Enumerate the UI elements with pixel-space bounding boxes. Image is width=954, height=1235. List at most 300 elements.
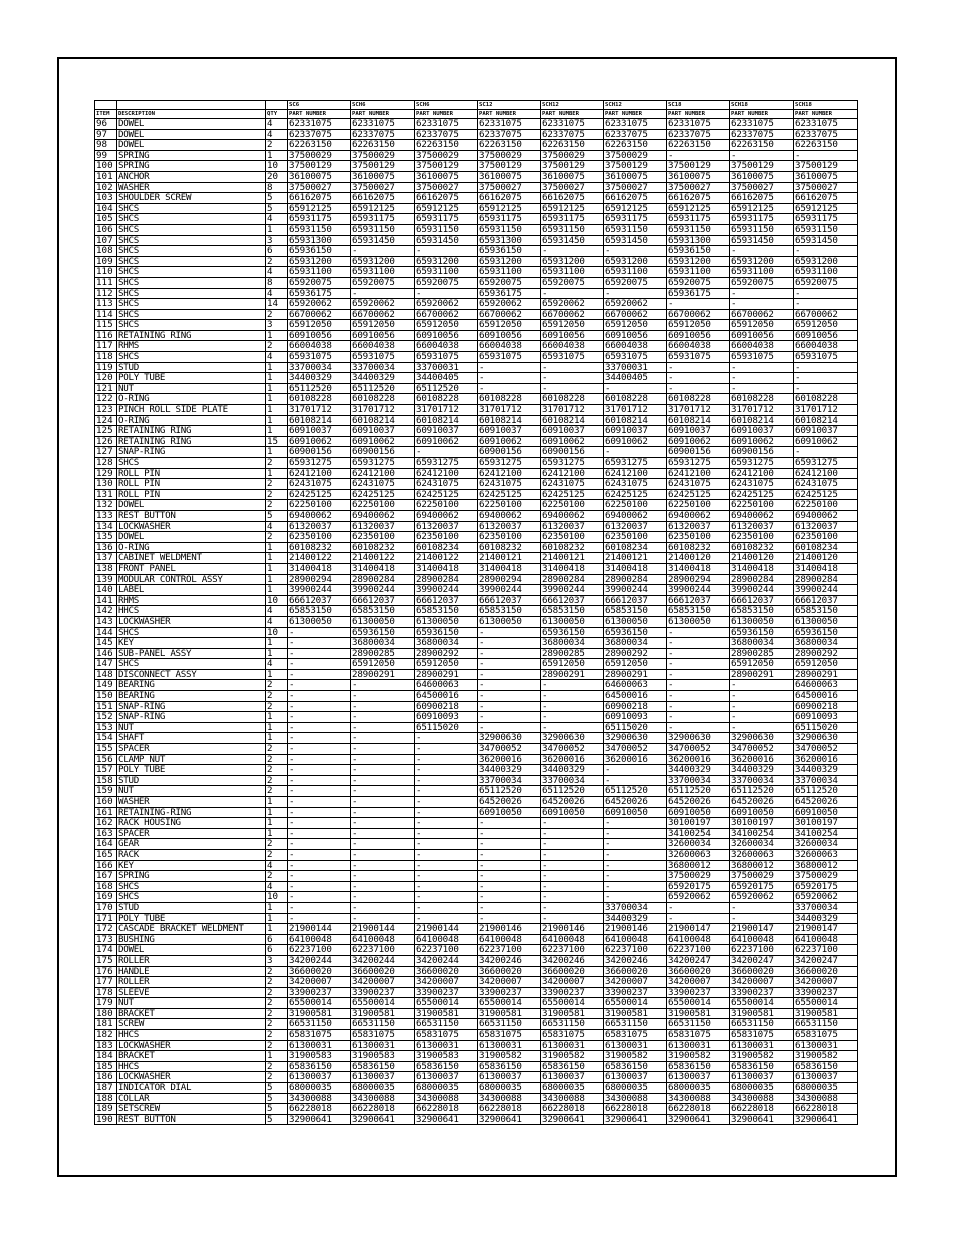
part-number-cell: - xyxy=(415,860,478,871)
part-number-cell: 62237100 xyxy=(794,945,858,956)
table-row xyxy=(95,1083,858,1094)
part-number-cell: 62331075 xyxy=(415,119,478,130)
description-cell: SHCS xyxy=(117,627,266,638)
qty-cell: 1 xyxy=(266,733,288,744)
part-number-cell: 65831075 xyxy=(794,1030,858,1041)
part-number-cell: 65912050 xyxy=(415,320,478,331)
part-number-cell: - xyxy=(667,638,730,649)
qty-cell: 2 xyxy=(266,775,288,786)
table-row xyxy=(95,977,858,988)
description-cell: SPRING xyxy=(117,150,266,161)
description-cell: SETSCREW xyxy=(117,1104,266,1115)
header-blank xyxy=(117,101,266,110)
table-row xyxy=(95,606,858,617)
part-number-cell: 69400062 xyxy=(604,510,667,521)
qty-cell: 6 xyxy=(266,945,288,956)
part-number-cell: 65912050 xyxy=(730,320,794,331)
part-number-cell: 61300050 xyxy=(541,616,604,627)
item-number-cell: 134 xyxy=(95,521,117,532)
part-number-cell: 31900581 xyxy=(478,1008,541,1019)
part-number-cell: 62350100 xyxy=(288,532,351,543)
part-number-cell: 34400329 xyxy=(351,373,415,384)
part-number-cell: - xyxy=(351,807,415,818)
item-number-cell: 171 xyxy=(95,913,117,924)
part-number-cell: 66700062 xyxy=(541,309,604,320)
part-number-cell: 62350100 xyxy=(730,532,794,543)
qty-cell: 1 xyxy=(266,1051,288,1062)
qty-cell: 1 xyxy=(266,722,288,733)
part-number-cell: 60108228 xyxy=(604,394,667,405)
table-row xyxy=(95,1051,858,1062)
part-number-cell: - xyxy=(478,818,541,829)
part-number-cell: 60108214 xyxy=(667,415,730,426)
description-cell: NUT xyxy=(117,998,266,1009)
part-number-cell: - xyxy=(351,828,415,839)
part-number-cell: 62250100 xyxy=(478,500,541,511)
qty-cell: 1 xyxy=(266,362,288,373)
item-number-cell: 184 xyxy=(95,1051,117,1062)
part-number-cell: 69400062 xyxy=(730,510,794,521)
part-number-header: PART NUMBER xyxy=(351,110,415,119)
part-number-cell: 65931075 xyxy=(541,352,604,363)
table-row xyxy=(95,235,858,246)
qty-cell: 2 xyxy=(266,532,288,543)
part-number-cell: 21900146 xyxy=(478,924,541,935)
item-number-cell: 163 xyxy=(95,828,117,839)
part-number-cell: 62350100 xyxy=(478,532,541,543)
part-number-cell: 65931100 xyxy=(667,267,730,278)
part-number-cell: - xyxy=(351,797,415,808)
qty-cell: 1 xyxy=(266,818,288,829)
part-number-cell: 34200007 xyxy=(541,977,604,988)
part-number-cell: 21400120 xyxy=(667,553,730,564)
part-number-cell: 64520026 xyxy=(667,797,730,808)
part-number-cell: 34700052 xyxy=(730,744,794,755)
part-number-cell: 31900583 xyxy=(415,1051,478,1062)
part-number-cell: 65112520 xyxy=(415,383,478,394)
qty-cell: 1 xyxy=(266,373,288,384)
part-number-cell: 30100197 xyxy=(667,818,730,829)
part-number-cell: 32600034 xyxy=(667,839,730,850)
qty-cell: 2 xyxy=(266,1061,288,1072)
part-number-cell: 61300037 xyxy=(667,1072,730,1083)
part-number-cell: 62263150 xyxy=(604,140,667,151)
part-number-cell: 64100048 xyxy=(794,934,858,945)
part-number-cell: - xyxy=(541,383,604,394)
part-number-cell: - xyxy=(667,712,730,723)
description-cell: STUD xyxy=(117,902,266,913)
table-row xyxy=(95,860,858,871)
part-number-cell: 65931175 xyxy=(478,214,541,225)
part-number-cell: 62331075 xyxy=(288,119,351,130)
item-number-cell: 161 xyxy=(95,807,117,818)
part-number-cell: 60108214 xyxy=(288,415,351,426)
part-number-cell: 37500027 xyxy=(351,182,415,193)
qty-cell: 1 xyxy=(266,553,288,564)
description-cell: REST BUTTON xyxy=(117,510,266,521)
part-number-cell: 66228018 xyxy=(794,1104,858,1115)
table-row xyxy=(95,574,858,585)
part-number-cell: 64100048 xyxy=(730,934,794,945)
table-row xyxy=(95,616,858,627)
part-number-cell: 65920075 xyxy=(541,277,604,288)
qty-cell: 1 xyxy=(266,638,288,649)
part-number-cell: 66700062 xyxy=(667,309,730,320)
part-number-cell: 66162075 xyxy=(794,193,858,204)
part-number-cell: 28900284 xyxy=(730,574,794,585)
part-number-cell: 36600020 xyxy=(604,966,667,977)
part-number-cell: 66004038 xyxy=(478,341,541,352)
part-number-cell: 65931450 xyxy=(794,235,858,246)
part-number-cell: 31701712 xyxy=(351,405,415,416)
part-number-cell: - xyxy=(351,744,415,755)
part-number-cell: - xyxy=(730,712,794,723)
model-header: SC12 xyxy=(478,101,541,110)
part-number-cell: 34200247 xyxy=(730,955,794,966)
part-number-cell: 60108232 xyxy=(541,542,604,553)
qty-cell: 2 xyxy=(266,1030,288,1041)
part-number-cell: 62237100 xyxy=(667,945,730,956)
part-number-cell: 60910056 xyxy=(730,330,794,341)
part-number-cell: 66004038 xyxy=(541,341,604,352)
part-number-cell: - xyxy=(730,373,794,384)
part-number-cell: 37500129 xyxy=(288,161,351,172)
qty-cell: 2 xyxy=(266,458,288,469)
description-cell: REST BUTTON xyxy=(117,1114,266,1125)
part-number-cell: 60910062 xyxy=(288,436,351,447)
part-number-cell: 69400062 xyxy=(478,510,541,521)
part-number-cell: 65936175 xyxy=(288,288,351,299)
item-column-header: ITEM xyxy=(95,110,117,119)
item-number-cell: 136 xyxy=(95,542,117,553)
part-number-cell: 64600063 xyxy=(604,680,667,691)
qty-cell: 2 xyxy=(266,744,288,755)
part-number-cell: 65931150 xyxy=(667,224,730,235)
part-number-cell: 65931450 xyxy=(730,235,794,246)
part-number-cell: 65920175 xyxy=(667,881,730,892)
part-number-cell: - xyxy=(415,775,478,786)
part-number-cell: 65931150 xyxy=(478,224,541,235)
description-cell: SNAP-RING xyxy=(117,701,266,712)
description-cell: SHCS xyxy=(117,246,266,257)
part-number-cell: 33700034 xyxy=(288,362,351,373)
part-number-cell: - xyxy=(351,680,415,691)
item-number-cell: 162 xyxy=(95,818,117,829)
item-number-cell: 168 xyxy=(95,881,117,892)
part-number-cell: 65500014 xyxy=(541,998,604,1009)
part-number-cell: 31900583 xyxy=(351,1051,415,1062)
part-number-cell: 31900582 xyxy=(541,1051,604,1062)
part-number-cell: 31900582 xyxy=(478,1051,541,1062)
item-number-cell: 170 xyxy=(95,902,117,913)
table-row xyxy=(95,638,858,649)
part-number-cell: - xyxy=(288,648,351,659)
description-cell: LOCKWASHER xyxy=(117,521,266,532)
item-number-cell: 131 xyxy=(95,489,117,500)
qty-cell: 2 xyxy=(266,479,288,490)
description-cell: SNAP-RING xyxy=(117,712,266,723)
table-row xyxy=(95,415,858,426)
part-number-cell: 62431075 xyxy=(730,479,794,490)
item-number-cell: 151 xyxy=(95,701,117,712)
part-number-cell: - xyxy=(604,447,667,458)
part-number-cell: 69400062 xyxy=(794,510,858,521)
table-row xyxy=(95,818,858,829)
item-number-cell: 99 xyxy=(95,150,117,161)
part-number-cell: 65931100 xyxy=(794,267,858,278)
part-number-cell: 62250100 xyxy=(415,500,478,511)
part-number-cell: 65931075 xyxy=(351,352,415,363)
part-number-cell: 32900630 xyxy=(730,733,794,744)
part-number-cell: - xyxy=(415,913,478,924)
part-number-cell: 28900291 xyxy=(794,669,858,680)
part-number-cell: - xyxy=(415,902,478,913)
qty-cell: 1 xyxy=(266,468,288,479)
description-cell: RHMS xyxy=(117,595,266,606)
part-number-cell: 62425125 xyxy=(730,489,794,500)
description-cell: MODULAR CONTROL ASSY xyxy=(117,574,266,585)
part-number-cell: 65920075 xyxy=(415,277,478,288)
part-number-cell: 65920062 xyxy=(541,299,604,310)
part-number-cell: - xyxy=(730,722,794,733)
part-number-cell: - xyxy=(478,828,541,839)
qty-cell: 2 xyxy=(266,341,288,352)
qty-cell: 2 xyxy=(266,701,288,712)
part-number-cell: 65853150 xyxy=(730,606,794,617)
part-number-cell: 36100075 xyxy=(288,171,351,182)
table-row xyxy=(95,807,858,818)
part-number-cell: 34200007 xyxy=(730,977,794,988)
part-number-cell: 60910062 xyxy=(541,436,604,447)
part-number-cell: 64100048 xyxy=(667,934,730,945)
part-number-cell: 65931175 xyxy=(415,214,478,225)
part-number-cell: 66004038 xyxy=(288,341,351,352)
part-number-cell: 65931450 xyxy=(415,235,478,246)
part-number-cell: 36200016 xyxy=(604,754,667,765)
part-number-cell: 62412100 xyxy=(415,468,478,479)
table-row xyxy=(95,966,858,977)
part-number-cell: 65931275 xyxy=(351,458,415,469)
part-number-cell: - xyxy=(288,807,351,818)
part-number-cell: 61320037 xyxy=(288,521,351,532)
part-number-cell: 65831075 xyxy=(415,1030,478,1041)
part-number-cell: 65112520 xyxy=(604,786,667,797)
description-cell: SHCS xyxy=(117,299,266,310)
table-row xyxy=(95,161,858,172)
part-number-cell: 61300031 xyxy=(667,1040,730,1051)
part-number-cell: 28900284 xyxy=(794,574,858,585)
table-row xyxy=(95,828,858,839)
item-number-cell: 124 xyxy=(95,415,117,426)
part-number-cell: 65931100 xyxy=(541,267,604,278)
table-row xyxy=(95,330,858,341)
description-cell: KEY xyxy=(117,638,266,649)
part-number-cell: 62250100 xyxy=(351,500,415,511)
part-number-cell: 68000035 xyxy=(415,1083,478,1094)
part-number-cell: - xyxy=(730,913,794,924)
qty-cell: 2 xyxy=(266,998,288,1009)
part-number-cell: - xyxy=(288,892,351,903)
part-number-cell: 65912050 xyxy=(604,320,667,331)
item-number-cell: 150 xyxy=(95,691,117,702)
part-number-cell: 61300031 xyxy=(478,1040,541,1051)
part-number-cell: 62425125 xyxy=(478,489,541,500)
part-number-header: PART NUMBER xyxy=(478,110,541,119)
item-number-cell: 96 xyxy=(95,119,117,130)
part-number-cell: 61300037 xyxy=(730,1072,794,1083)
part-number-cell: 60910037 xyxy=(478,426,541,437)
part-number-header: PART NUMBER xyxy=(415,110,478,119)
part-number-cell: 65912125 xyxy=(667,203,730,214)
part-number-cell: - xyxy=(351,701,415,712)
qty-cell: 1 xyxy=(266,415,288,426)
part-number-cell: 65936150 xyxy=(415,627,478,638)
part-number-header: PART NUMBER xyxy=(604,110,667,119)
description-cell: SCREW xyxy=(117,1019,266,1030)
part-number-cell: 34200244 xyxy=(351,955,415,966)
part-number-cell: 34200007 xyxy=(478,977,541,988)
part-number-cell: - xyxy=(351,839,415,850)
qty-cell: 8 xyxy=(266,182,288,193)
part-number-cell: - xyxy=(415,881,478,892)
part-number-cell: 28900284 xyxy=(541,574,604,585)
part-number-cell: 65912050 xyxy=(794,659,858,670)
description-cell: O-RING xyxy=(117,394,266,405)
header-blank xyxy=(266,101,288,110)
part-number-cell: 34200007 xyxy=(667,977,730,988)
part-number-cell: 60910037 xyxy=(667,426,730,437)
part-number-cell: 61320037 xyxy=(730,521,794,532)
part-number-cell: 28900285 xyxy=(541,648,604,659)
part-number-cell: 65836150 xyxy=(730,1061,794,1072)
part-number-cell: 66531150 xyxy=(730,1019,794,1030)
item-number-cell: 145 xyxy=(95,638,117,649)
item-number-cell: 176 xyxy=(95,966,117,977)
description-cell: HHCS xyxy=(117,1061,266,1072)
description-cell: RACK HOUSING xyxy=(117,818,266,829)
item-number-cell: 173 xyxy=(95,934,117,945)
description-cell: SUB-PANEL ASSY xyxy=(117,648,266,659)
part-number-cell: 32900641 xyxy=(604,1114,667,1125)
part-number-cell: 65831075 xyxy=(288,1030,351,1041)
qty-cell: 14 xyxy=(266,299,288,310)
qty-cell: 4 xyxy=(266,288,288,299)
part-number-cell: 33700034 xyxy=(730,775,794,786)
part-number-cell: 62412100 xyxy=(794,468,858,479)
qty-cell: 4 xyxy=(266,606,288,617)
part-number-cell: 36800034 xyxy=(730,638,794,649)
part-number-cell: 60108232 xyxy=(288,542,351,553)
description-cell: CASCADE BRACKET WELDMENT xyxy=(117,924,266,935)
description-cell: RHMS xyxy=(117,341,266,352)
description-cell: SHCS xyxy=(117,352,266,363)
part-number-cell: 36600020 xyxy=(541,966,604,977)
part-number-cell: 65931100 xyxy=(604,267,667,278)
part-number-cell: - xyxy=(351,246,415,257)
item-number-cell: 169 xyxy=(95,892,117,903)
part-number-cell: 34400329 xyxy=(478,765,541,776)
part-number-cell: 62250100 xyxy=(541,500,604,511)
table-row xyxy=(95,871,858,882)
part-number-cell: 34200244 xyxy=(415,955,478,966)
part-number-cell: 32900630 xyxy=(541,733,604,744)
part-number-cell: - xyxy=(415,818,478,829)
description-cell: SHCS xyxy=(117,277,266,288)
part-number-cell: 64500016 xyxy=(794,691,858,702)
part-number-cell: 37500027 xyxy=(478,182,541,193)
part-number-cell: 33900237 xyxy=(667,987,730,998)
qty-cell: 2 xyxy=(266,786,288,797)
part-number-cell: 60900156 xyxy=(730,447,794,458)
part-number-cell: - xyxy=(730,288,794,299)
table-row xyxy=(95,171,858,182)
item-number-cell: 181 xyxy=(95,1019,117,1030)
table-row xyxy=(95,1040,858,1051)
part-number-cell: 36800034 xyxy=(541,638,604,649)
part-number-cell: 34200246 xyxy=(541,955,604,966)
part-number-cell: 36800012 xyxy=(730,860,794,871)
part-number-cell: 65912125 xyxy=(478,203,541,214)
item-number-cell: 177 xyxy=(95,977,117,988)
table-row xyxy=(95,426,858,437)
table-row xyxy=(95,267,858,278)
table-row xyxy=(95,256,858,267)
part-number-cell: 31400418 xyxy=(604,563,667,574)
part-number-cell: 66700062 xyxy=(288,309,351,320)
description-cell: BRACKET xyxy=(117,1051,266,1062)
part-number-cell: - xyxy=(794,447,858,458)
table-row xyxy=(95,839,858,850)
part-number-cell: - xyxy=(288,680,351,691)
item-number-cell: 158 xyxy=(95,775,117,786)
part-number-cell: 65920075 xyxy=(794,277,858,288)
item-number-cell: 107 xyxy=(95,235,117,246)
model-header: SCH12 xyxy=(541,101,604,110)
part-number-cell: - xyxy=(604,849,667,860)
qty-cell: 2 xyxy=(266,839,288,850)
part-number-cell: 62431075 xyxy=(667,479,730,490)
part-number-cell: 34200247 xyxy=(667,955,730,966)
part-number-cell: - xyxy=(351,892,415,903)
part-number-cell: 65912125 xyxy=(541,203,604,214)
part-number-cell: - xyxy=(288,712,351,723)
part-number-cell: 65920175 xyxy=(730,881,794,892)
part-number-cell: 33700034 xyxy=(794,775,858,786)
part-number-cell: 32900630 xyxy=(667,733,730,744)
description-cell: ROLL PIN xyxy=(117,468,266,479)
part-number-cell: 37500129 xyxy=(794,161,858,172)
part-number-cell: 61300037 xyxy=(478,1072,541,1083)
part-number-cell: 60108232 xyxy=(478,542,541,553)
item-number-cell: 179 xyxy=(95,998,117,1009)
item-number-cell: 130 xyxy=(95,479,117,490)
part-number-cell: 62263150 xyxy=(351,140,415,151)
item-number-cell: 129 xyxy=(95,468,117,479)
part-number-cell: - xyxy=(604,288,667,299)
part-number-cell: 65936150 xyxy=(730,627,794,638)
part-number-cell: 66700062 xyxy=(604,309,667,320)
part-number-cell: 66228018 xyxy=(541,1104,604,1115)
part-number-cell: 65936175 xyxy=(478,288,541,299)
part-number-cell: 65931075 xyxy=(730,352,794,363)
description-cell: STUD xyxy=(117,775,266,786)
qty-cell: 1 xyxy=(266,150,288,161)
part-number-cell: 34300088 xyxy=(604,1093,667,1104)
part-number-cell: - xyxy=(541,818,604,829)
part-number-cell: 34100254 xyxy=(730,828,794,839)
part-number-cell: - xyxy=(667,648,730,659)
part-number-cell: 66228018 xyxy=(351,1104,415,1115)
